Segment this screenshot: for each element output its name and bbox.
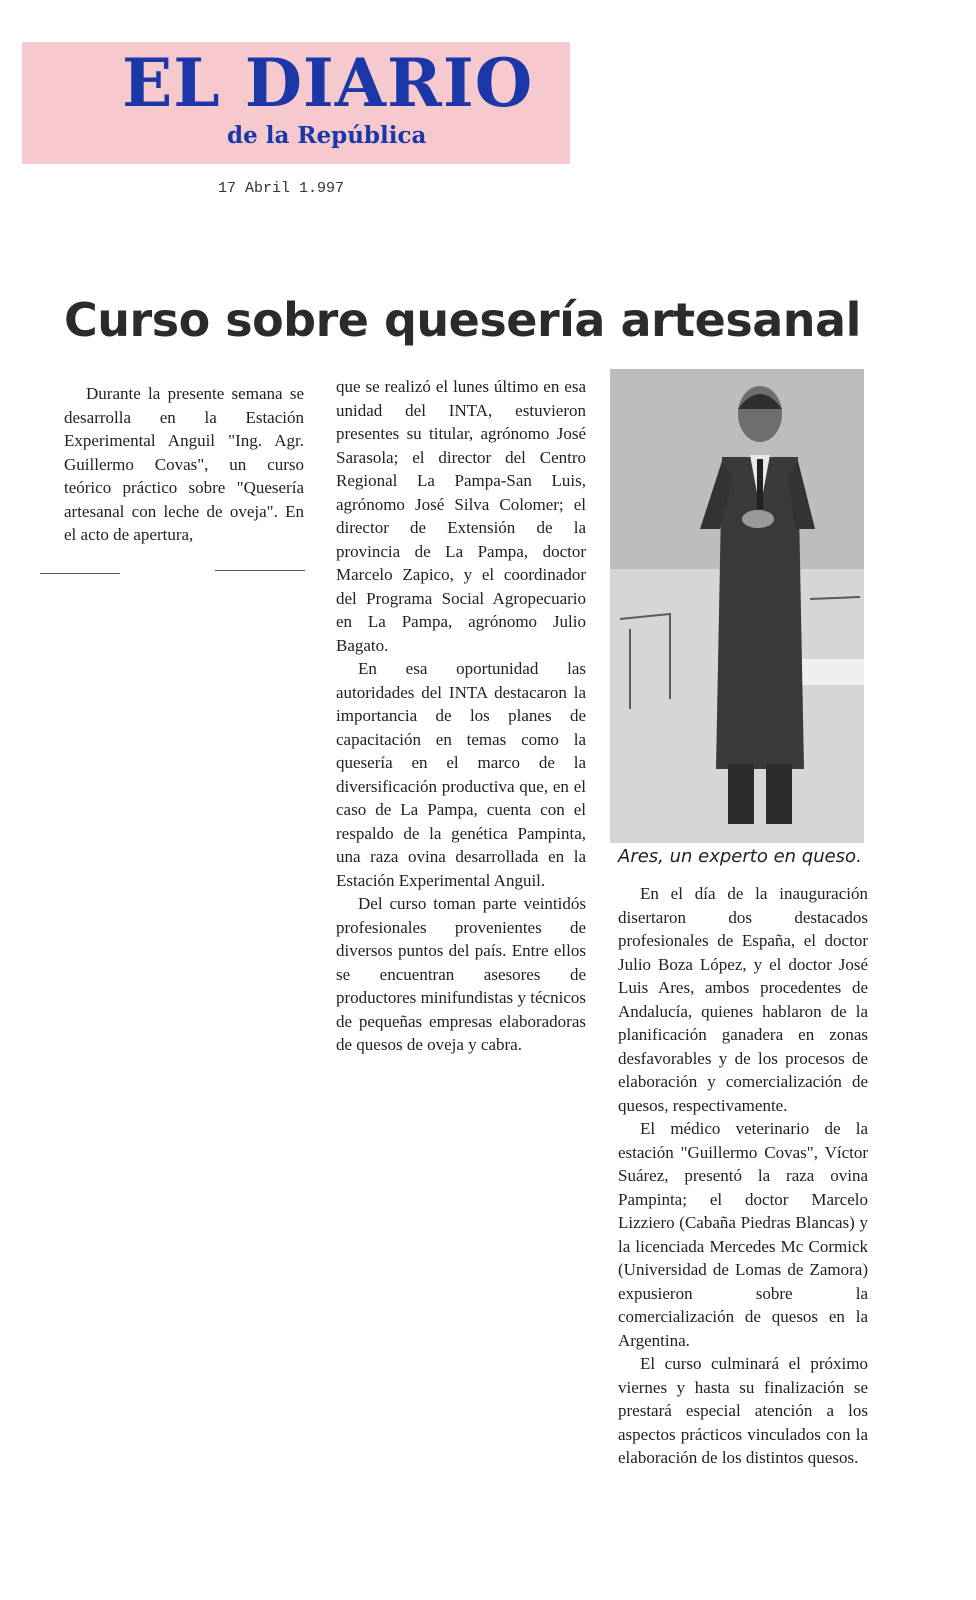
paragraph: El médico veterinario de la estación "Guillermo Covas", Víctor Suárez, presentó la raza ovina Pampinta; el doctor Marcelo Lizziero (Cabaña Piedras Blancas) y la licenciada Mercedes Mc Cormick (Universidad de Lomas de Zamora) expusieron sobre la comercialización de quesos en la Argentina. [618, 1119, 868, 1350]
article-photo [610, 369, 864, 843]
newspaper-title: EL DIARIO [122, 44, 534, 122]
article-column-2 [336, 375, 586, 1057]
photo-caption: Ares, un experto en queso. [618, 846, 862, 867]
masthead [22, 42, 570, 164]
column-divider [215, 570, 305, 571]
paragraph: En el día de la inauguración disertaron dos destacados profesionales de España, el doctor Julio Boza López, y el doctor José Luis Ares, ambos procedentes de Andalucía, quienes hablaron de la planificación ganadera en zonas desfavorables y de los procesos de elaboración y comercialización de quesos, respectivamente. [618, 884, 868, 1115]
column-divider [40, 573, 120, 574]
article-column-1 [64, 382, 304, 547]
paragraph: que se realizó el lunes último en esa unidad del INTA, estuvieron presentes su titular, agrónomo José Sarasola; el director del Centro Regional La Pampa-San Luis, agrónomo José Silva Colomer; el director de Extensión de la provincia de La Pampa, doctor Marcelo Zapico, y el coordinador del Programa Social Agropecuario en La Pampa, agrónomo Julio Bagato. [336, 377, 586, 655]
paragraph: El curso culminará el próximo viernes y hasta su finalización se prestará especial atención a los aspectos prácticos vinculados con la elaboración de los distintos quesos. [618, 1354, 868, 1467]
paragraph: En esa oportunidad las autoridades del INTA destacaron la importancia de los planes de capacitación en temas como la quesería en el marco de la diversificación productiva que, en el caso de La Pampa, cuenta con el respaldo de la genética Pampinta, una raza ovina desarrollada en la Estación Experimental Anguil. [336, 659, 586, 890]
article-column-3 [618, 882, 868, 1470]
paragraph: Del curso toman parte veintidós profesionales provenientes de diversos puntos del país. Entre ellos se encuentran asesores de productores minifundistas y técnicos de pequeñas empresas elaboradoras de quesos de oveja y cabra. [336, 894, 586, 1054]
newspaper-subtitle: de la República [227, 122, 427, 149]
article-headline: Curso sobre quesería artesanal [64, 293, 861, 347]
clipping-date: 17 Abril 1.997 [218, 180, 345, 197]
paragraph: Durante la presente semana se desarrolla en la Estación Experimental Anguil "Ing. Agr. Guillermo Covas", un curso teórico práctico sobre "Quesería artesanal con leche de oveja". En el acto de apertura, [64, 384, 304, 544]
speaker-photo-illustration [610, 369, 864, 843]
